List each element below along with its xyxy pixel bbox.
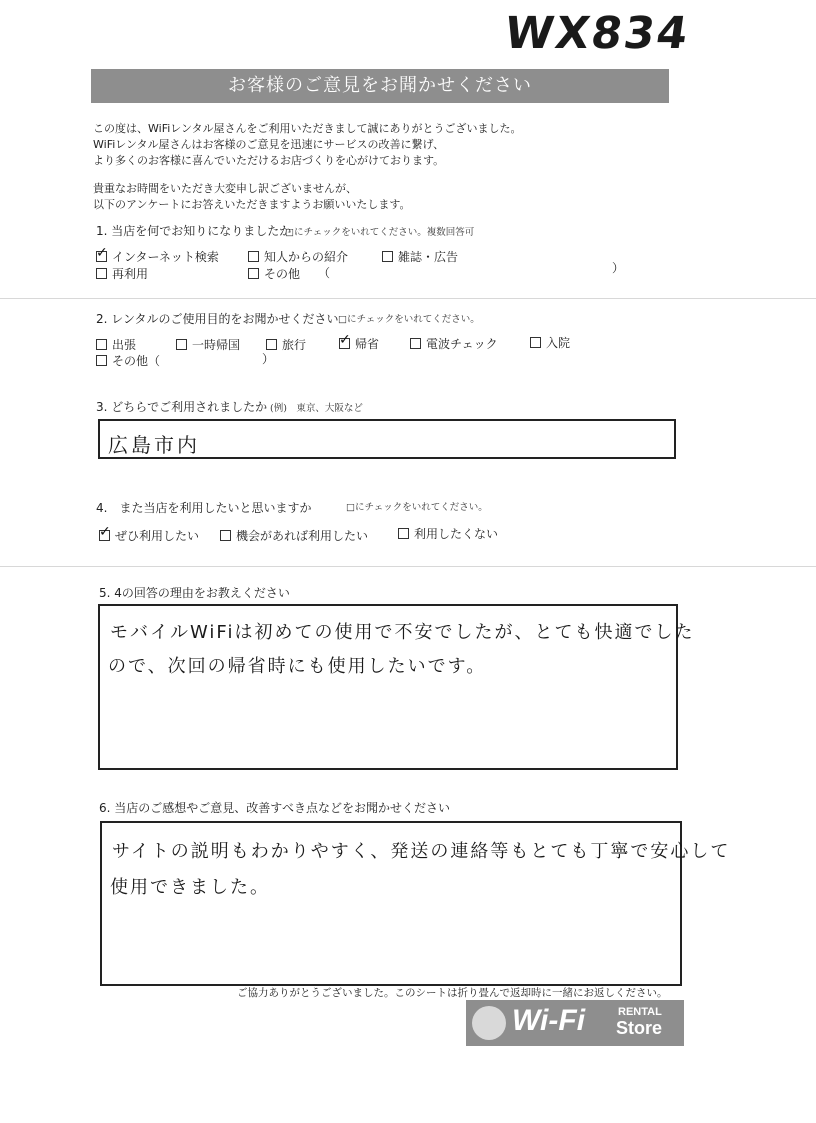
checkbox[interactable] (176, 339, 187, 350)
q2-option-homecoming[interactable] (339, 335, 379, 352)
option-label: 利用したくない (414, 527, 499, 541)
question-4-note: □にチェックをいれてください。 (346, 502, 488, 513)
q3-answer: 広島市内 (108, 433, 200, 457)
q6-answer-line: サイトの説明もわかりやすく、発送の連絡等もとても丁寧で安心して (112, 841, 731, 862)
q2-option-other[interactable] (96, 352, 160, 369)
checkbox[interactable] (248, 251, 259, 262)
logo-rental-text: RENTAL (618, 1006, 662, 1018)
q4-option-no[interactable] (398, 525, 498, 542)
option-label: インターネット検索 (112, 250, 219, 264)
checkbox-checked[interactable] (99, 530, 110, 541)
q6-answer-box[interactable] (100, 821, 731, 986)
option-label: 知人からの紹介 (264, 250, 349, 264)
q5-answer-line: ので、次回の帰省時にも使用したいです。 (108, 656, 487, 677)
option-label: 機会があれば利用したい (236, 529, 369, 543)
q5-answer-box[interactable] (98, 604, 695, 770)
question-6-label: 6. 当店のご感想やご意見、改善すべき点などをお聞かせください (99, 801, 451, 815)
q1-other-open-paren: （ (318, 266, 331, 280)
wifi-rental-store-logo (466, 1000, 684, 1046)
q1-option-referral[interactable] (248, 248, 348, 265)
q1-option-other[interactable] (248, 265, 300, 282)
fold-line (0, 298, 816, 299)
q1-option-magazine[interactable] (382, 248, 458, 265)
checkbox[interactable] (96, 268, 107, 279)
option-label: その他（ (112, 354, 161, 368)
survey-title: お客様のご意見をお聞かせください (91, 69, 669, 103)
intro-line: この度は、WiFiレンタル屋さんをご利用いただきまして誠にありがとうございました。 (93, 122, 522, 135)
q2-option-temporary-return[interactable] (176, 336, 240, 353)
q1-other-close-paren: ） (612, 261, 625, 275)
checkbox[interactable] (398, 528, 409, 539)
checkbox[interactable] (220, 530, 231, 541)
q2-other-close-paren: ） (262, 352, 275, 366)
checkbox-checked[interactable] (96, 251, 107, 262)
checkbox-checked[interactable] (339, 338, 350, 349)
option-label: 入院 (546, 336, 571, 350)
checkbox[interactable] (382, 251, 393, 262)
q4-option-definitely[interactable] (99, 527, 199, 544)
intro-line: 貴重なお時間をいただき大変申し訳ございませんが、 (93, 182, 357, 195)
option-label: 旅行 (282, 338, 307, 352)
q4-option-if-chance[interactable] (220, 527, 368, 544)
option-label: その他 (264, 267, 301, 281)
question-1-label: 1. 当店を何でお知りになりましたか (96, 224, 292, 238)
q3-answer-box[interactable] (98, 419, 676, 459)
option-label: 電波チェック (426, 337, 498, 351)
option-label: ぜひ利用したい (115, 529, 200, 543)
logo-store-text: Store (616, 1018, 663, 1038)
checkbox[interactable] (248, 268, 259, 279)
option-label: 雑誌・広告 (398, 250, 459, 264)
intro-line: WiFiレンタル屋さんはお客様のご意見を迅速にサービスの改善に繋げ、 (93, 138, 445, 151)
option-label: 一時帰国 (192, 338, 241, 352)
checkbox[interactable] (530, 337, 541, 348)
question-4-label: 4. また当店を利用したいと思いますか (96, 501, 312, 515)
q2-option-signal-check[interactable] (410, 335, 498, 352)
handwritten-id-code: WX834 (501, 8, 693, 59)
question-1-note: □にチェックをいれてください。複数回答可 (285, 227, 475, 238)
fold-line (0, 566, 816, 567)
q2-option-business-trip[interactable] (96, 336, 136, 353)
intro-line: より多くのお客様に喜んでいただけるお店づくりを心がけております。 (93, 154, 445, 167)
intro-text (93, 121, 522, 213)
option-label: 出張 (112, 338, 137, 352)
q1-option-reuse[interactable] (96, 265, 148, 282)
q6-answer-line: 使用できました。 (110, 877, 270, 898)
checkbox[interactable] (96, 355, 107, 366)
question-2-label: 2. レンタルのご使用目的をお聞かせください (96, 312, 339, 326)
intro-line: 以下のアンケートにお答えいただきますようお願いいたします。 (93, 198, 411, 211)
q5-answer-line: モバイルWiFiは初めての使用で不安でしたが、とても快適でした (110, 622, 695, 643)
checkbox[interactable] (266, 339, 277, 350)
question-3-label: 3. どちらでご利用されましたか (96, 400, 268, 414)
question-2-note: □にチェックをいれてください。 (338, 314, 480, 325)
footer-note: ご協力ありがとうございました。このシートは折り畳んで返却時に一緒にお返しください。 (237, 987, 668, 999)
option-label: 再利用 (112, 267, 149, 281)
question-5-label: 5. 4の回答の理由をお教えください (99, 586, 290, 600)
mascot-icon (472, 1006, 506, 1040)
q1-option-internet-search[interactable] (96, 248, 219, 265)
checkbox[interactable] (96, 339, 107, 350)
logo-wordmark: Wi-Fi (512, 1004, 586, 1037)
q2-option-hospital[interactable] (530, 334, 570, 351)
option-label: 帰省 (355, 337, 380, 351)
question-3-example: (例) 東京、大阪など (270, 403, 363, 414)
checkbox[interactable] (410, 338, 421, 349)
